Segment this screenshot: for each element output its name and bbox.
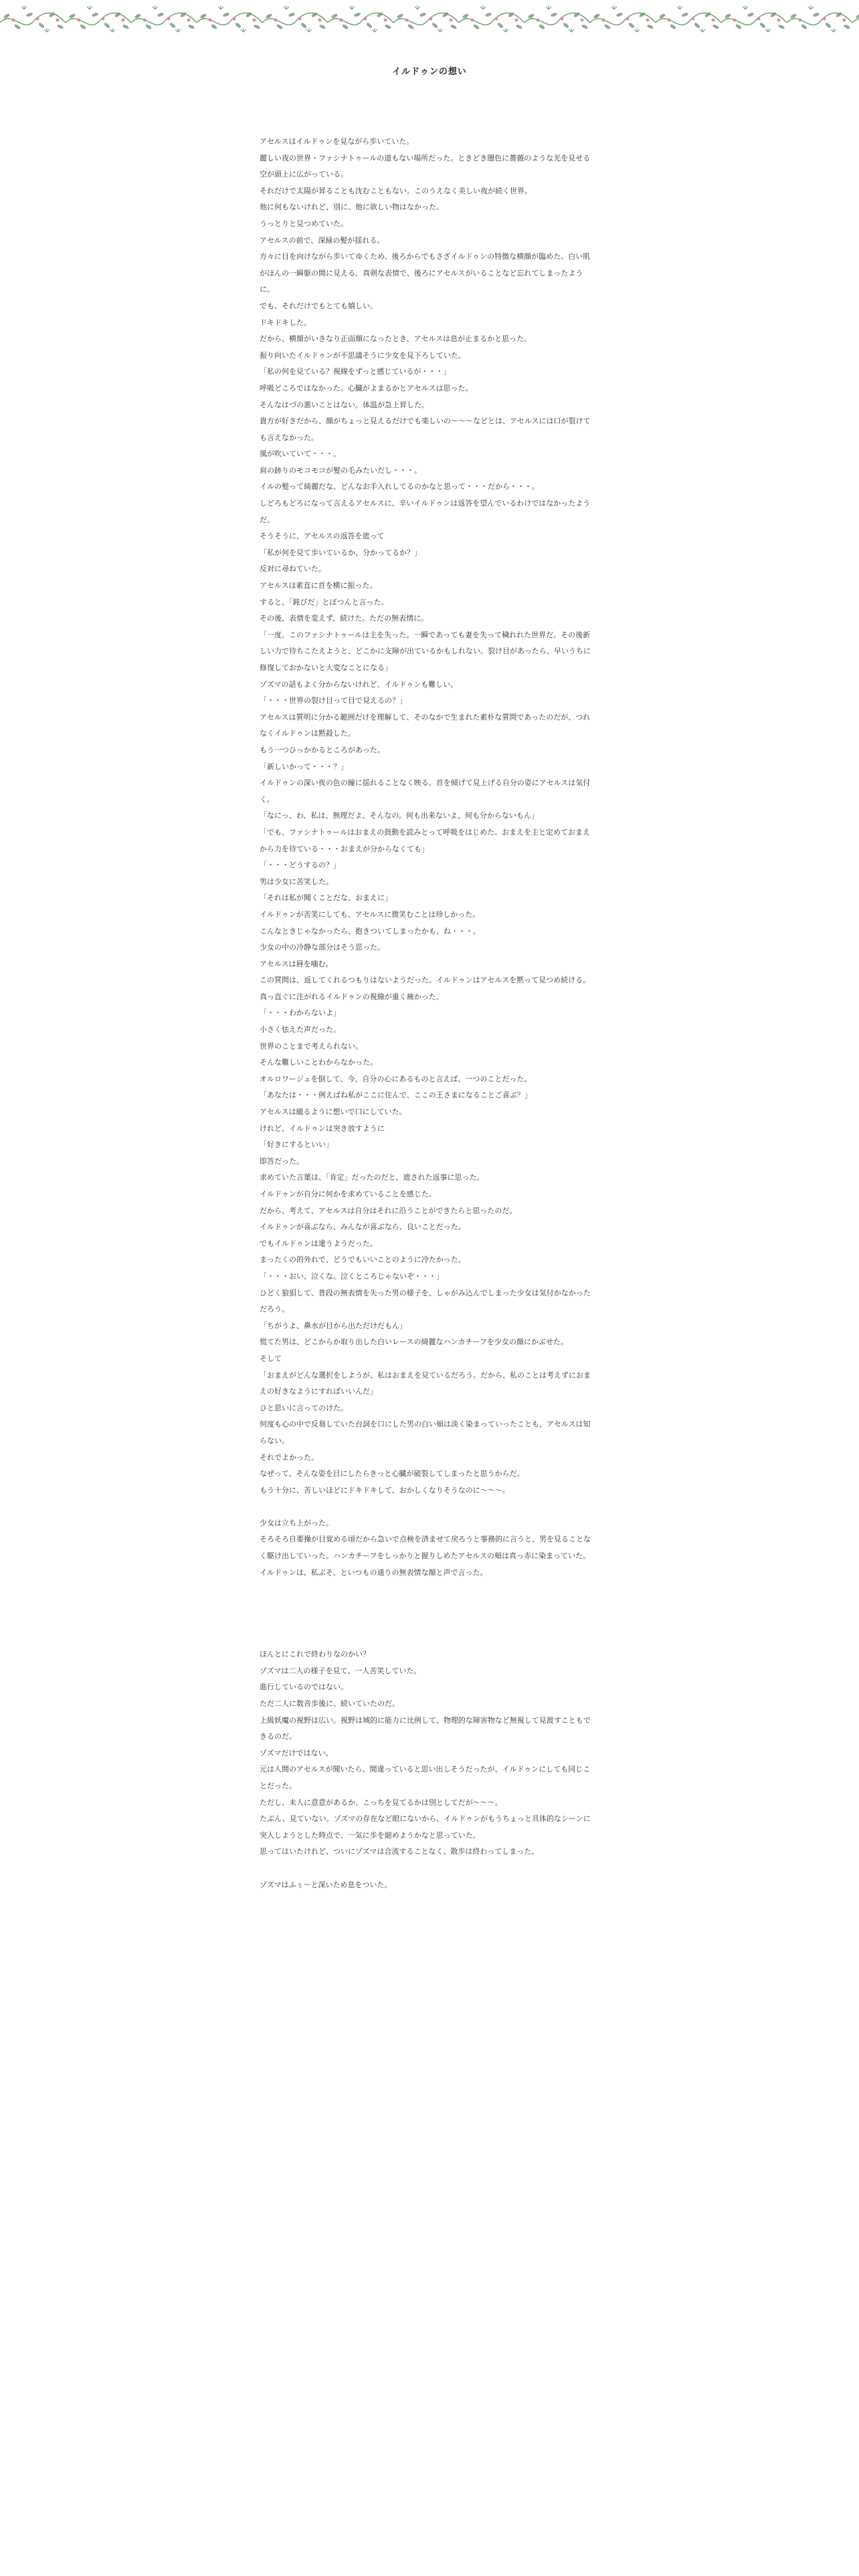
story-body [260,134,594,1893]
story-paragraph: 麗しい夜の世界・ファシナトゥールの道もない場所だった。ときどき闇色に薔薇のような光を見せる空が頭上に広がっている。 [260,153,591,179]
story-paragraph: アセルスは唇を噛む。 [260,959,333,968]
story-paragraph: ゾズマだけではない。 [260,1748,333,1757]
vine-tile [197,5,262,32]
story-paragraph: けれど、イルドゥンは突き放すように [260,1123,385,1133]
story-paragraph: ただし、未人に意意があるか、こっちを見てるかは別としてだが～～～。 [260,1798,502,1807]
story-paragraph: だから、横顔がいきなり正面顔になったとき、アセルスは息が止まるかと思った。 [260,334,532,344]
story-paragraph: 「おまえがどんな選択をしようが、私はおまえを見ているだろう。だから、私のことは考えずにおまえの好きなようにすればいいんだ」 [260,1370,591,1396]
story-paragraph: 呼吸どころではなかった。心臓がよまるかとアセルスは思った。 [260,383,473,393]
story-paragraph: もう十分に、苦しいほどにドキドキして、おかしくなりそうなのに～～～。 [260,1485,510,1495]
story-section-3 [260,1646,594,1860]
vine-tile [852,5,859,32]
vine-tile [393,5,459,32]
blank-line [260,1860,594,1877]
story-paragraph: 振り向いたイルドゥンが不思議そうに少女を見下ろしていた。 [260,350,466,360]
story-paragraph: ゾズマはふぅ～と深いため息をついた。 [260,1880,392,1889]
story-paragraph: イルドゥンが苦笑にしても、アセルスに微笑むことは珍しかった。 [260,909,480,919]
story-paragraph: もう一つひっかかるところがあった。 [260,745,385,754]
story-paragraph: それでよかった。 [260,1453,318,1462]
vine-tile [524,5,590,32]
story-section-4 [260,1877,594,1894]
story-paragraph: 進行しているのではない。 [260,1683,348,1692]
story-paragraph: 「私が何を見て歩いているか、分かってるか？」 [260,548,421,557]
story-paragraph: すると、「鈍びだ」とぽつんと言った。 [260,597,389,607]
story-paragraph: ひと思いに言ってのけた。 [260,1403,348,1412]
story-paragraph: 少女の中の冷静な部分はそう思った。 [260,943,385,952]
story-paragraph: 慌てた男は、どこからか取り出した白いレースの綺麗なハンカチーフを少女の顔にかぶせた。 [260,1337,568,1347]
vine-tile [590,5,656,32]
story-paragraph: 「あなたは・・・例えばね私がここに住んで、ここの王さまになることご喜ぶ？」 [260,1091,532,1100]
vine-tile [656,5,721,32]
vine-tile [66,5,131,32]
story-paragraph: 少女は立ち上がった。 [260,1518,333,1527]
vine-tile [131,5,197,32]
story-paragraph: 即答だった。 [260,1156,304,1166]
story-paragraph: 求めていた言葉は、「肯定」だったのだと、遮された返事に思った。 [260,1173,484,1182]
story-paragraph: ほんとにこれで終わりなのかい？ [260,1650,370,1659]
story-paragraph: 世界のことまで考えられない。 [260,1041,363,1051]
story-paragraph: この質問は、返してくれるつもりはないようだった。イルドゥンはアセルスを黙って見つめ続ける。 [260,976,591,985]
story-paragraph: こんなときじゃなかったら、抱きついてしまったかも、ね・・・。 [260,926,480,936]
story-paragraph: イルドゥンが自分に何かを求めていることを感じた。 [260,1190,436,1198]
story-paragraph: 小さく怯えた声だった。 [260,1025,341,1035]
page-title: イルドゥンの想い [392,67,467,77]
story-paragraph: たぶん、見ていない。ゾズマの存在など眼にないから、イルドゥンがもうちょっと具体的なシーンに突入しようとした時点で、一気に歩を縮めようかなと思っていた。 [260,1814,591,1840]
story-paragraph: 他に何もないけれど、別に、他に欲しい物はなかった。 [260,203,444,212]
story-paragraph: イルドゥンが喜ぶなら、みんなが喜ぶなら、良いことだった。 [260,1222,466,1232]
story-paragraph: 肩の跡りのモコモコが髪の毛みたいだし・・・。 [260,465,421,475]
story-paragraph: 「好きにするといい」 [260,1140,333,1150]
story-paragraph: まったくの的外れで、どうでもいいことのように冷たかった。 [260,1255,466,1265]
story-paragraph: だから、考えて、アセルスは自分はそれに沿うことができたらと思ったのだ。 [260,1206,517,1215]
story-paragraph: それだけで太陽が昇ることも沈むこともない。このうえなく美しい夜が続く世界。 [260,186,532,195]
story-paragraph: 「・・・世界の裂け目って目で見えるの？」 [260,696,407,706]
story-paragraph: そんな難しいことわからなかった。 [260,1058,377,1067]
story-section-1 [260,134,594,1499]
story-paragraph: ゾズマの話もよく分からないけれど、イルドゥンも難しい。 [260,679,458,689]
story-paragraph: イルドゥンは、私ぶそ、といつもの通りの無表情な顔と声で言った。 [260,1568,488,1577]
story-paragraph: 「一度、このファシナトゥールは主を失った。一瞬であっても妻を失って穢れれた世界だ。その後新しい力で待ちこたえようと、どこかに支障が出ているかもしれない。裂け目があったら、早いうちに修復しておかないと大変なことになる」 [260,630,591,672]
story-paragraph: そんなはづの悪いことはない。体温が急上昇した。 [260,400,429,409]
story-paragraph: 「私の何を見ている？視線をずっと感じているが・・・」 [260,367,451,377]
story-paragraph: 何度も心の中で反芻していた台詞を口にした男の白い頬は淡く染まっていったことも、アセルスは知らない。 [260,1420,591,1445]
story-paragraph: アセルスは質明に分かる範囲だけを理解して、そのなかで生まれた素朴な質問であったのだが、つれなくイルドゥンは黙殺した。 [260,712,591,738]
story-paragraph: 上級妖魔の視野は広い。視野は城的に能力に比例して、物理的な障害物など無視して見渡すこともできるのだ。 [260,1715,591,1741]
story-paragraph: なぜって、そんな姿を目にしたらきっと心臓が破裂してしまったと思うからだ。 [260,1469,524,1479]
story-paragraph: 「なにっ、わ、私は、無理だよ、そんなの。何も出来ないよ、何も分からないもん」 [260,811,539,821]
story-paragraph: 風が吹いていて・・・。 [260,449,341,459]
floral-vine-icon [0,0,859,43]
story-paragraph: 方々に目を向けながら歩いてゆくため、後ろからでもさざイルドゥンの特徴な横顔が臨めた。白い肌がほんの一瞬躯の間に見える。真剣な表情で、後ろにアセルスがいることなど忘れてしまったように。 [260,252,591,294]
story-paragraph: オルロワージュを倒して、今、自分の心にあるものと言えば、一つのことだった。 [260,1074,532,1083]
story-paragraph: そして [260,1354,282,1363]
story-paragraph: 男は少女に苦笑した。 [260,877,333,886]
story-paragraph: 反対に尋ねていた。 [260,564,326,574]
story-paragraph: 貴方が好きだから、顔がちょっと見えるだけでも楽しいの～～～などとは、アセルスには口が裂けても言えなかった。 [260,417,591,442]
vine-tile [0,5,66,32]
story-paragraph: しどろもどろになって言えるアセルスに、辛いイルドゥンは返答を望んでいるわけではなかったようだ。 [260,499,591,524]
story-paragraph: 思ってはいたけれど、ついにゾズマは合流することなく、散歩は終わってしまった。 [260,1847,539,1856]
story-paragraph: 「ちがうよ、鼻水が目から出ただけだもん」 [260,1321,407,1330]
story-paragraph: アセルスは縋るように想いで口にしていた。 [260,1107,407,1117]
story-paragraph: でもイルドゥンは違うようだった。 [260,1239,377,1248]
story-paragraph: 「・・・どうするの？」 [260,861,341,870]
section-gap [260,1581,594,1646]
story-section-2 [260,1515,594,1581]
story-paragraph: でも、それだけでもとても嬉しい。 [260,301,377,310]
floral-border [0,0,859,43]
story-paragraph: 「・・・おい、泣くな。泣くところじゃないぞ・・・」 [260,1271,444,1281]
story-paragraph: 「・・・わからないよ」 [260,1008,341,1018]
story-paragraph: 「それは私が聞くことだな、おまえに」 [260,893,392,903]
story-paragraph: イルの髪って綺麗だな、どんなお手入れしてるのかなと思って・・・だから・・・。 [260,482,539,492]
story-paragraph: ゾズマは二人の様子を見て、一人苦笑していた。 [260,1666,421,1675]
vine-tile [721,5,787,32]
blank-line [260,1499,594,1515]
story-paragraph: そろそろ自要操が目覚める頃だから急いで点検を済ませて戻ろうと事務的に言うと、男を見ることなく駆け出していった。ハンカチーフをしっかりと握りしめたアセルスの頬は真っ赤に染まっていた。 [260,1535,591,1561]
story-paragraph: アセルスの前で、深緑の髪が揺れる。 [260,235,385,245]
vine-tile [787,5,852,32]
story-paragraph: そうそうに、アセルスの返答を遮って [260,532,385,541]
vine-tile [328,5,393,32]
vine-tile [459,5,524,32]
story-paragraph: イルドゥンの深い夜の色の瞳に揺れることなく映る、首を傾げて見上げる自分の姿にアセルスは気付く。 [260,778,591,804]
story-paragraph: その後、表情を変えず、続けた。ただの無表情に。 [260,614,429,623]
story-paragraph: ひどく狼狽して、普段の無表情を失った男の様子を、しゃがみ込んでしまった少女は気付かなかっただろう。 [260,1288,591,1314]
vine-tile [262,5,328,32]
story-paragraph: ドキドキした。 [260,318,311,327]
story-paragraph: アセルスは素直に首を横に振った。 [260,581,377,591]
story-paragraph: ただ二人に数音歩後に、続いていたのだ。 [260,1699,399,1709]
story-paragraph: 「でも、ファシナトゥールはおまえの鼓動を読みとって呼吸をはじめた。おまえを主と定めておまえから力を待ている・・・おまえが分からなくても」 [260,827,591,853]
story-paragraph: アセルスはイルドゥンを見ながら歩いていた。 [260,137,414,146]
story-paragraph: うっとりと見つめていた。 [260,219,348,228]
story-paragraph: 元は人間のアセルスが聞いたら、間違っていると思い出しそうだったが、イルドゥンにしても同じことだった。 [260,1765,591,1790]
story-paragraph: 「新しいかって・・・？」 [260,762,348,771]
story-paragraph: 真っ直ぐに注がれるイルドゥンの視線が重く痛かった。 [260,992,444,1001]
